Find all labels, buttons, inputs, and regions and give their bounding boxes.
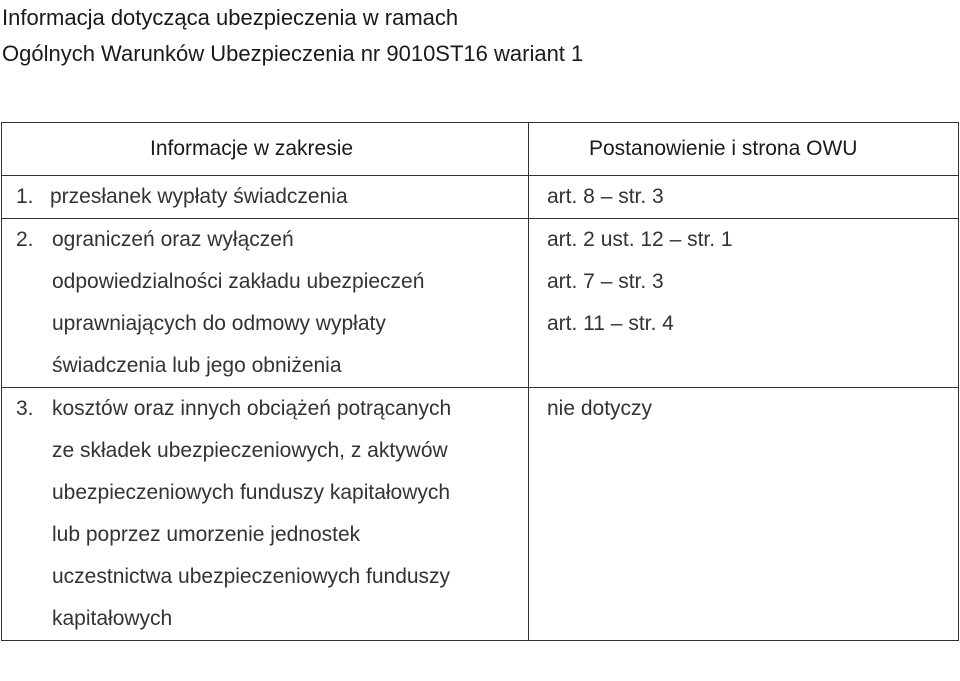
row-1-provision (529, 176, 959, 219)
document-title-line-1: Informacja dotycząca ubezpieczenia w ramach (2, 5, 459, 30)
row-number: 2. (16, 228, 34, 251)
row-2-provision (529, 219, 959, 388)
row-text-line: ograniczeń oraz wyłączeń (52, 228, 294, 251)
row-text-line: kapitałowych (52, 607, 173, 630)
owu-reference-table (1, 122, 959, 641)
row-text-line: kosztów oraz innych obciążeń potrącanych (52, 397, 452, 420)
row-number: 3. (16, 397, 34, 420)
row-text-line: odpowiedzialności zakładu ubezpieczeń (52, 270, 425, 293)
row-text: przesłanek wypłaty świadczenia (50, 185, 348, 208)
row-text-line: ubezpieczeniowych funduszy kapitałowych (52, 481, 451, 504)
row-text-line: uprawniających do odmowy wypłaty (52, 312, 386, 335)
provision-ref: art. 8 – str. 3 (547, 185, 664, 208)
document-title (2, 0, 583, 72)
row-3-scope (2, 388, 529, 641)
table-row (2, 219, 959, 388)
provision-ref: nie dotyczy (547, 397, 653, 420)
row-text-line: lub poprzez umorzenie jednostek (52, 523, 361, 546)
row-text-line: ze składek ubezpieczeniowych, z aktywów (52, 439, 448, 462)
table-header-row (2, 123, 959, 176)
table-row (2, 176, 959, 219)
row-3-provision (529, 388, 959, 641)
provision-ref: art. 11 – str. 4 (547, 312, 674, 335)
row-2-scope (2, 219, 529, 388)
row-number: 1. (16, 185, 34, 208)
provision-ref: art. 7 – str. 3 (547, 270, 664, 293)
header-information-scope: Informacje w zakresie (2, 123, 529, 176)
document-title-line-2: Ogólnych Warunków Ubezpieczenia nr 9010ST16 wariant 1 (2, 41, 584, 66)
row-text-line: świadczenia lub jego obniżenia (52, 354, 342, 377)
row-text-line: uczestnictwa ubezpieczeniowych funduszy (52, 565, 451, 588)
row-1-scope (2, 176, 529, 219)
table-row (2, 388, 959, 641)
provision-ref: art. 2 ust. 12 – str. 1 (547, 228, 733, 251)
header-owu-provision: Postanowienie i strona OWU (529, 123, 959, 176)
